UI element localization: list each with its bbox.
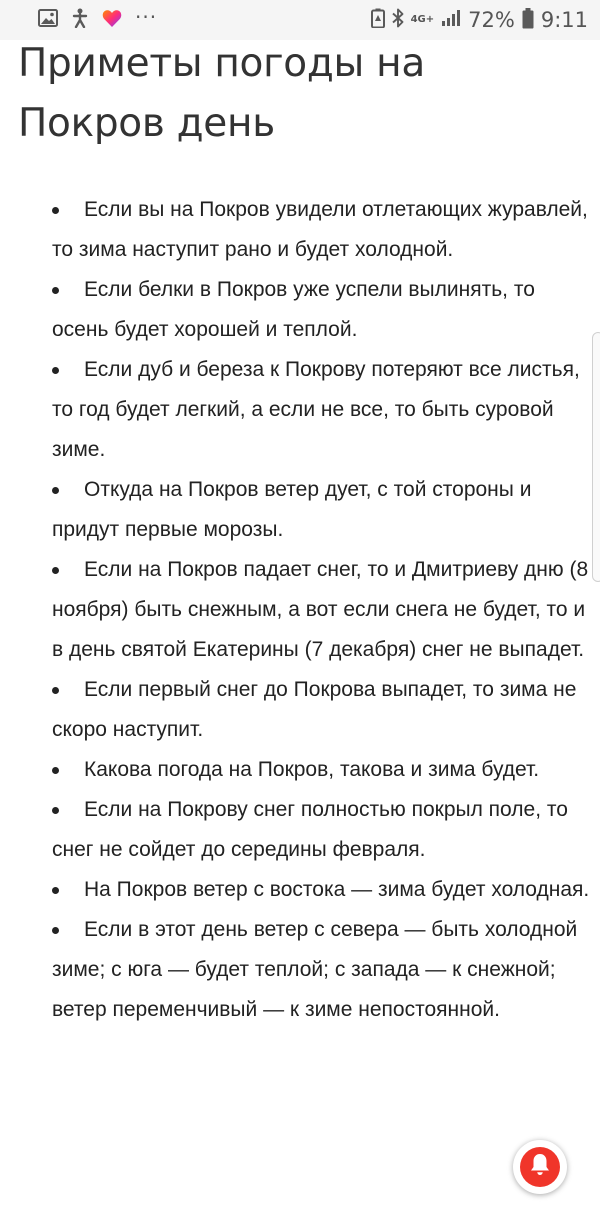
status-bar-left bbox=[38, 5, 170, 32]
list-item-text: Если на Покрову снег полностью покрыл поле, то снег не сойдет до середины февраля. bbox=[52, 798, 568, 861]
signal-icon bbox=[441, 9, 461, 31]
scroll-handle[interactable] bbox=[592, 332, 600, 582]
notification-bell-button[interactable] bbox=[513, 1140, 567, 1194]
heart-app-icon bbox=[102, 9, 122, 32]
list-item bbox=[0, 270, 600, 350]
status-bar bbox=[0, 0, 600, 40]
list-item-text: Какова погода на Покров, такова и зима будет. bbox=[84, 758, 540, 781]
list-item-text: На Покров ветер с востока — зима будет холодная. bbox=[84, 878, 590, 901]
bell-badge bbox=[520, 1147, 560, 1187]
list-item bbox=[0, 670, 600, 750]
bullet-icon bbox=[52, 487, 59, 494]
list-item-text: Откуда на Покров ветер дует, с той стороны и придут первые морозы. bbox=[52, 478, 532, 541]
list-item bbox=[0, 750, 600, 790]
list-item-text: Если на Покров падает снег, то и Дмитриеву дню (8 ноября) быть снежным, а вот если снега не будет, то и в день святой Екатерины (7 декабря) снег не выпадет. bbox=[52, 558, 589, 661]
bullet-icon bbox=[52, 567, 59, 574]
list-item bbox=[0, 870, 600, 910]
list-item-text: Если вы на Покров увидели отлетающих журавлей, то зима наступит рано и будет холодной. bbox=[52, 198, 588, 261]
bullet-icon bbox=[52, 287, 59, 294]
network-type-label: 4G+ bbox=[410, 14, 435, 25]
list-item-text: Если первый снег до Покрова выпадет, то зима не скоро наступит. bbox=[52, 678, 577, 741]
bullet-icon bbox=[52, 887, 59, 894]
bullet-icon bbox=[52, 767, 59, 774]
battery-icon bbox=[522, 8, 534, 33]
list-item-text: Если белки в Покров уже успели вылинять, то осень будет хорошей и теплой. bbox=[52, 278, 535, 341]
list-item bbox=[0, 470, 600, 550]
list-item bbox=[0, 350, 600, 470]
bullet-icon bbox=[52, 687, 59, 694]
list-item bbox=[0, 790, 600, 870]
clock: 9:11 bbox=[540, 7, 588, 32]
list-item-text: Если дуб и береза к Покрову потеряют все листья, то год будет легкий, а если не все, то быть суровой зиме. bbox=[52, 358, 580, 461]
gallery-icon bbox=[38, 9, 58, 31]
bell-icon bbox=[528, 1152, 552, 1183]
more-notifications-indicator: ··· bbox=[135, 5, 158, 29]
list-item bbox=[0, 910, 600, 1030]
list-item-text: Если в этот день ветер с севера — быть холодной зиме; с юга — будет теплой; с запада — к снежной; ветер переменчивый — к зиме непостоянной. bbox=[52, 918, 578, 1021]
weather-signs-list bbox=[0, 190, 600, 1030]
page-title: Приметы погоды на Покров день bbox=[18, 41, 425, 146]
battery-saver-icon bbox=[371, 8, 385, 32]
status-bar-right bbox=[364, 8, 588, 33]
bluetooth-icon bbox=[392, 8, 404, 32]
bullet-icon bbox=[52, 927, 59, 934]
bullet-icon bbox=[52, 367, 59, 374]
battery-percent: 72% bbox=[468, 7, 515, 32]
bullet-icon bbox=[52, 207, 59, 214]
accessibility-icon bbox=[71, 8, 89, 32]
bullet-icon bbox=[52, 807, 59, 814]
list-item bbox=[0, 550, 600, 670]
list-item bbox=[0, 190, 600, 270]
